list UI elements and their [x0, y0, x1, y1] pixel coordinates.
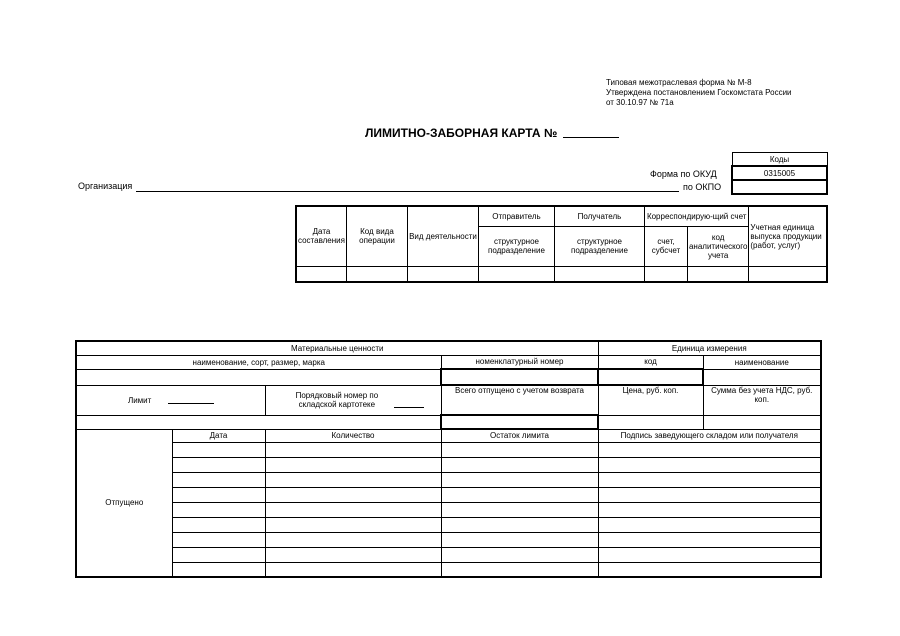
form-header — [606, 78, 792, 108]
col-limit-rest: Остаток лимита — [441, 429, 598, 442]
codes-header: Коды — [732, 153, 827, 167]
cell-account[interactable] — [644, 266, 687, 282]
form-type-line: Типовая межотраслевая форма № М-8 — [606, 78, 752, 87]
table-row[interactable] — [172, 562, 265, 577]
cell-unit-name[interactable] — [703, 369, 821, 385]
cell-name-sort[interactable] — [76, 369, 441, 385]
cell-output-unit[interactable] — [749, 266, 827, 282]
col-sender-subdivision: структурное подразделение — [478, 226, 554, 266]
cell-total-released[interactable] — [441, 415, 598, 429]
card-number-block — [265, 385, 441, 415]
limit-field[interactable] — [168, 395, 214, 404]
col-receiver-subdivision: структурное подразделение — [554, 226, 644, 266]
cell-activity-type[interactable] — [407, 266, 478, 282]
table-row[interactable] — [172, 487, 265, 502]
document-title-block — [365, 126, 619, 140]
limit-label: Лимит — [127, 396, 152, 405]
materials-table — [75, 340, 822, 578]
card-number-label: Порядковый номер по складской картотеке — [295, 391, 379, 409]
okpo-code-cell[interactable] — [732, 180, 827, 194]
col-release-date: Дата — [172, 429, 265, 442]
okud-code-cell[interactable]: 0315005 — [732, 166, 827, 180]
col-sender: Отправитель — [478, 206, 554, 226]
decree-line: от 30.10.97 № 71а — [606, 98, 674, 107]
col-analytic-code: код аналитического учета — [687, 226, 748, 266]
col-activity-type: Вид деятельности — [407, 206, 478, 266]
col-name-sort: наименование, сорт, размер, марка — [76, 355, 441, 369]
approval-line: Утверждена постановлением Госкомстата России — [606, 88, 792, 97]
table-row[interactable] — [172, 442, 265, 457]
okpo-label: по ОКПО — [683, 182, 722, 192]
cell-sum-no-vat[interactable] — [703, 415, 821, 429]
table-row[interactable] — [172, 547, 265, 562]
col-date: Дата составления — [296, 206, 346, 266]
col-sum-no-vat: Сумма без учета НДС, руб. коп. — [703, 385, 821, 415]
col-output-unit: Учетная единица выпуска продукции (работ, услуг) — [749, 206, 827, 266]
okud-label: Форма по ОКУД — [650, 169, 717, 179]
organization-label: Организация — [78, 181, 133, 191]
col-material-values: Материальные ценности — [76, 341, 598, 355]
col-quantity: Количество — [265, 429, 441, 442]
col-account: счет, субсчет — [644, 226, 687, 266]
col-signature: Подпись заведующего складом или получателя — [598, 429, 821, 442]
col-corr-account: Корреспондирую-щий счет — [644, 206, 748, 226]
col-operation-code: Код вида операции — [346, 206, 407, 266]
card-number-field[interactable] — [563, 127, 619, 138]
document-title: ЛИМИТНО-ЗАБОРНАЯ КАРТА № — [365, 126, 558, 140]
cell-price[interactable] — [598, 415, 703, 429]
cell-operation-code[interactable] — [346, 266, 407, 282]
cell-date[interactable] — [296, 266, 346, 282]
table-row[interactable] — [172, 457, 265, 472]
col-unit-code: код — [598, 355, 703, 369]
col-nomenclature: номенклатурный номер — [441, 355, 598, 369]
cell-receiver[interactable] — [554, 266, 644, 282]
card-number-input[interactable] — [394, 399, 424, 408]
col-price: Цена, руб. коп. — [598, 385, 703, 415]
table-row[interactable] — [172, 517, 265, 532]
cell-analytic-code[interactable] — [687, 266, 748, 282]
col-total-released: Всего отпущено с учетом возврата — [441, 385, 598, 415]
cell-unit-code[interactable] — [598, 369, 703, 385]
cell-sender[interactable] — [478, 266, 554, 282]
organization-field[interactable] — [136, 191, 679, 192]
col-receiver: Получатель — [554, 206, 644, 226]
table-row[interactable] — [172, 472, 265, 487]
cell-nomenclature[interactable] — [441, 369, 598, 385]
header-details-table — [295, 205, 828, 283]
col-unit-name: наименование — [703, 355, 821, 369]
table-row[interactable] — [172, 502, 265, 517]
limit-block — [76, 385, 265, 415]
col-measure-unit: Единица измерения — [598, 341, 821, 355]
table-row[interactable] — [172, 532, 265, 547]
codes-table — [731, 152, 828, 195]
released-label: Отпущено — [76, 429, 172, 577]
spacer-cell — [76, 415, 441, 429]
